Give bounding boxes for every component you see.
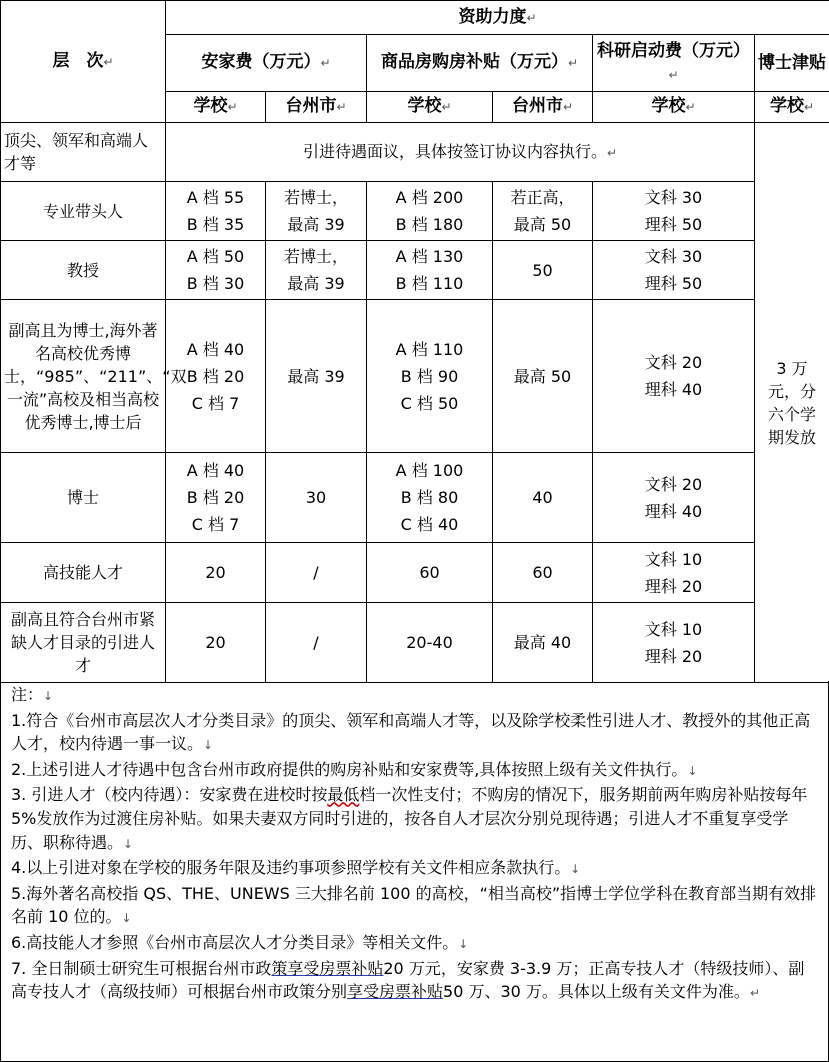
cell-value: A 档 40 (186, 461, 245, 480)
cell-value: C 档 40 (400, 515, 459, 534)
house-school-cell (367, 182, 493, 241)
cell-value: 文科 30 (644, 188, 703, 207)
house-city-cell (493, 603, 593, 683)
house-city-cell (493, 453, 593, 543)
level-cell: 副高且为博士,海外著名高校优秀博士，“985”、“211”、“双一流”高校及相当高校优秀博士,博士后 (1, 300, 166, 453)
settle-city-cell (266, 182, 367, 241)
cell-value: 50 (532, 260, 553, 280)
note-7: 7. 全日制硕士研究生可根据台州市政策享受房票补贴20 万元，安家费 3-3.9 万；正高专技人才（特级技师）、副高专技人才（高级技师）可根据台州市政策分别享受房票补贴50 万、30 万。具体以上级有关文件为准。↵ (11, 958, 805, 1002)
cell-value: 最高 39 (287, 366, 345, 386)
notes-section (0, 681, 829, 1062)
cell-value: 文科 20 (644, 474, 703, 494)
funding-header: 资助力度↵ (166, 1, 829, 35)
cell-value: B 档 110 (395, 274, 464, 293)
note-3: 3. 引进人才（校内待遇）：安家费在进校时按最低档一次性支付；不购房的情况下，服务期前两年购房补贴按每年 5%发放作为过渡住房补贴。如果夫妻双方同时引进的，按各自人才层次分别兑现待遇；引进人才不重复享受学历、职称待遇。↓ (11, 785, 808, 852)
cell-value: C 档 7 (191, 393, 240, 413)
table-row (1, 123, 829, 182)
col-school: 学校↵ (166, 92, 266, 123)
level-cell: 教授 (1, 241, 166, 300)
cell-value: 理科 40 (644, 380, 703, 399)
settle-school-cell (166, 182, 266, 241)
cell-value: 文科 10 (644, 549, 703, 569)
cell-value: 理科 50 (644, 274, 703, 293)
research-cell (593, 182, 755, 241)
settle-city-cell (266, 453, 367, 543)
cell-value: B 档 20 (186, 366, 245, 386)
research-cell (593, 543, 755, 603)
cell-value: B 档 30 (186, 274, 245, 293)
col-school: 学校↵ (593, 92, 755, 123)
level-cell: 副高且符合台州市紧缺人才目录的引进人才 (1, 603, 166, 683)
notes-title: 注：↓ (11, 685, 54, 704)
cell-value: 文科 20 (644, 353, 703, 372)
cell-value: 60 (419, 563, 440, 582)
cell-value: 最高 50 (513, 215, 572, 234)
cell-value: 理科 20 (644, 576, 703, 596)
table-row (1, 543, 829, 603)
settle-school-cell (166, 241, 266, 300)
cell-value: B 档 180 (395, 215, 464, 234)
level-cell: 专业带头人 (1, 182, 166, 241)
cell-value: A 档 200 (395, 188, 464, 207)
settle-school-cell (166, 453, 266, 543)
table-row (1, 241, 829, 300)
note-4: 4.以上引进对象在学校的服务年限及违约事项参照学校有关文件相应条款执行。↓ (11, 858, 581, 878)
settle-city-cell (266, 241, 367, 300)
house-city-cell (493, 241, 593, 300)
research-cell (593, 241, 755, 300)
level-cell: 博士 (1, 453, 166, 543)
cell-value: B 档 35 (186, 215, 245, 234)
cell-value: 最高 40 (513, 633, 572, 652)
level-cell: 顶尖、领军和高端人才等 (1, 123, 166, 182)
cell-value: 40 (532, 488, 553, 507)
cell-value: B 档 20 (186, 488, 245, 507)
cell-value: A 档 50 (186, 247, 245, 266)
table-row (1, 603, 829, 683)
cell-value: C 档 7 (191, 515, 240, 534)
cell-value: / (313, 563, 319, 582)
research-cell (593, 603, 755, 683)
cell-value: 若正高， (510, 188, 575, 207)
note-5: 5.海外著名高校指 QS、THE、UNEWS 三大排名前 100 的高校，“相当高校”指博士学位学科在教育部当期有效排名前 10 位的。↓ (11, 883, 817, 927)
house-city-cell (493, 300, 593, 453)
cell-value: A 档 130 (395, 247, 464, 266)
settle-city-cell (266, 543, 367, 603)
cell-value: 20 (205, 563, 226, 582)
cell-value: 若博士， (283, 247, 348, 266)
cell-value: A 档 40 (186, 339, 245, 359)
phd-allowance-header: 博士津贴 (755, 35, 829, 92)
col-school: 学校↵ (367, 92, 493, 123)
phd-allowance-cell: 3 万元，分六个学期发放 (755, 123, 829, 683)
house-school-cell (367, 241, 493, 300)
cell-value: A 档 100 (395, 461, 464, 480)
research-cell (593, 300, 755, 453)
house-school-cell (367, 300, 493, 453)
col-school: 学校↵ (755, 92, 829, 123)
col-taizhou: 台州市↵ (493, 92, 593, 123)
level-cell: 高技能人才 (1, 543, 166, 603)
cell-value: A 档 55 (186, 188, 245, 207)
settle-school-cell (166, 543, 266, 603)
settle-header: 安家费（万元）↵ (166, 35, 367, 92)
house-header: 商品房购房补贴（万元）↵ (367, 35, 593, 92)
cell-value: B 档 90 (400, 366, 459, 386)
cell-value: 若博士， (283, 188, 348, 207)
note-6: 6.高技能人才参照《台州市高层次人才分类目录》等相关文件。↓ (11, 932, 469, 952)
house-school-cell (367, 543, 493, 603)
research-cell (593, 453, 755, 543)
cell-value: 20-40 (406, 633, 453, 652)
cell-value: 最高 39 (287, 274, 345, 293)
house-city-cell (493, 543, 593, 603)
settle-school-cell (166, 603, 266, 683)
cell-value: 最高 50 (513, 366, 572, 386)
cell-value: / (313, 633, 319, 652)
level-header: 层 次↵ (1, 1, 166, 123)
note-1: 1.符合《台州市高层次人才分类目录》的顶尖、领军和高端人才等，以及除学校柔性引进人才、教授外的其他正高人才，校内待遇一事一议。↓ (11, 710, 811, 754)
cell-value: 60 (532, 563, 553, 582)
cell-value: 理科 40 (644, 501, 703, 521)
table-row (1, 453, 829, 543)
house-city-cell (493, 182, 593, 241)
table-row (1, 300, 829, 453)
negotiated-cell: 引进待遇面议，具体按签订协议内容执行。↵ (166, 123, 755, 182)
research-header: 科研启动费（万元）↵ (593, 35, 755, 92)
settle-city-cell (266, 603, 367, 683)
note-2: 2.上述引进人才待遇中包含台州市政府提供的购房补贴和安家费等,具体按照上级有关文件执行。↓ (11, 759, 698, 779)
settle-city-cell (266, 300, 367, 453)
house-school-cell (367, 453, 493, 543)
cell-value: 理科 50 (644, 215, 703, 234)
cell-value: 文科 30 (644, 247, 703, 266)
col-taizhou: 台州市↵ (266, 92, 367, 123)
cell-value: B 档 80 (400, 488, 459, 507)
cell-value: 30 (305, 488, 327, 507)
table-row (1, 182, 829, 241)
cell-value: 20 (205, 633, 226, 652)
house-school-cell (367, 603, 493, 683)
cell-value: 文科 10 (644, 619, 703, 639)
cell-value: 理科 20 (644, 646, 703, 666)
cell-value: 最高 39 (287, 215, 345, 234)
cell-value: C 档 50 (400, 393, 459, 413)
cell-value: A 档 110 (395, 339, 464, 359)
